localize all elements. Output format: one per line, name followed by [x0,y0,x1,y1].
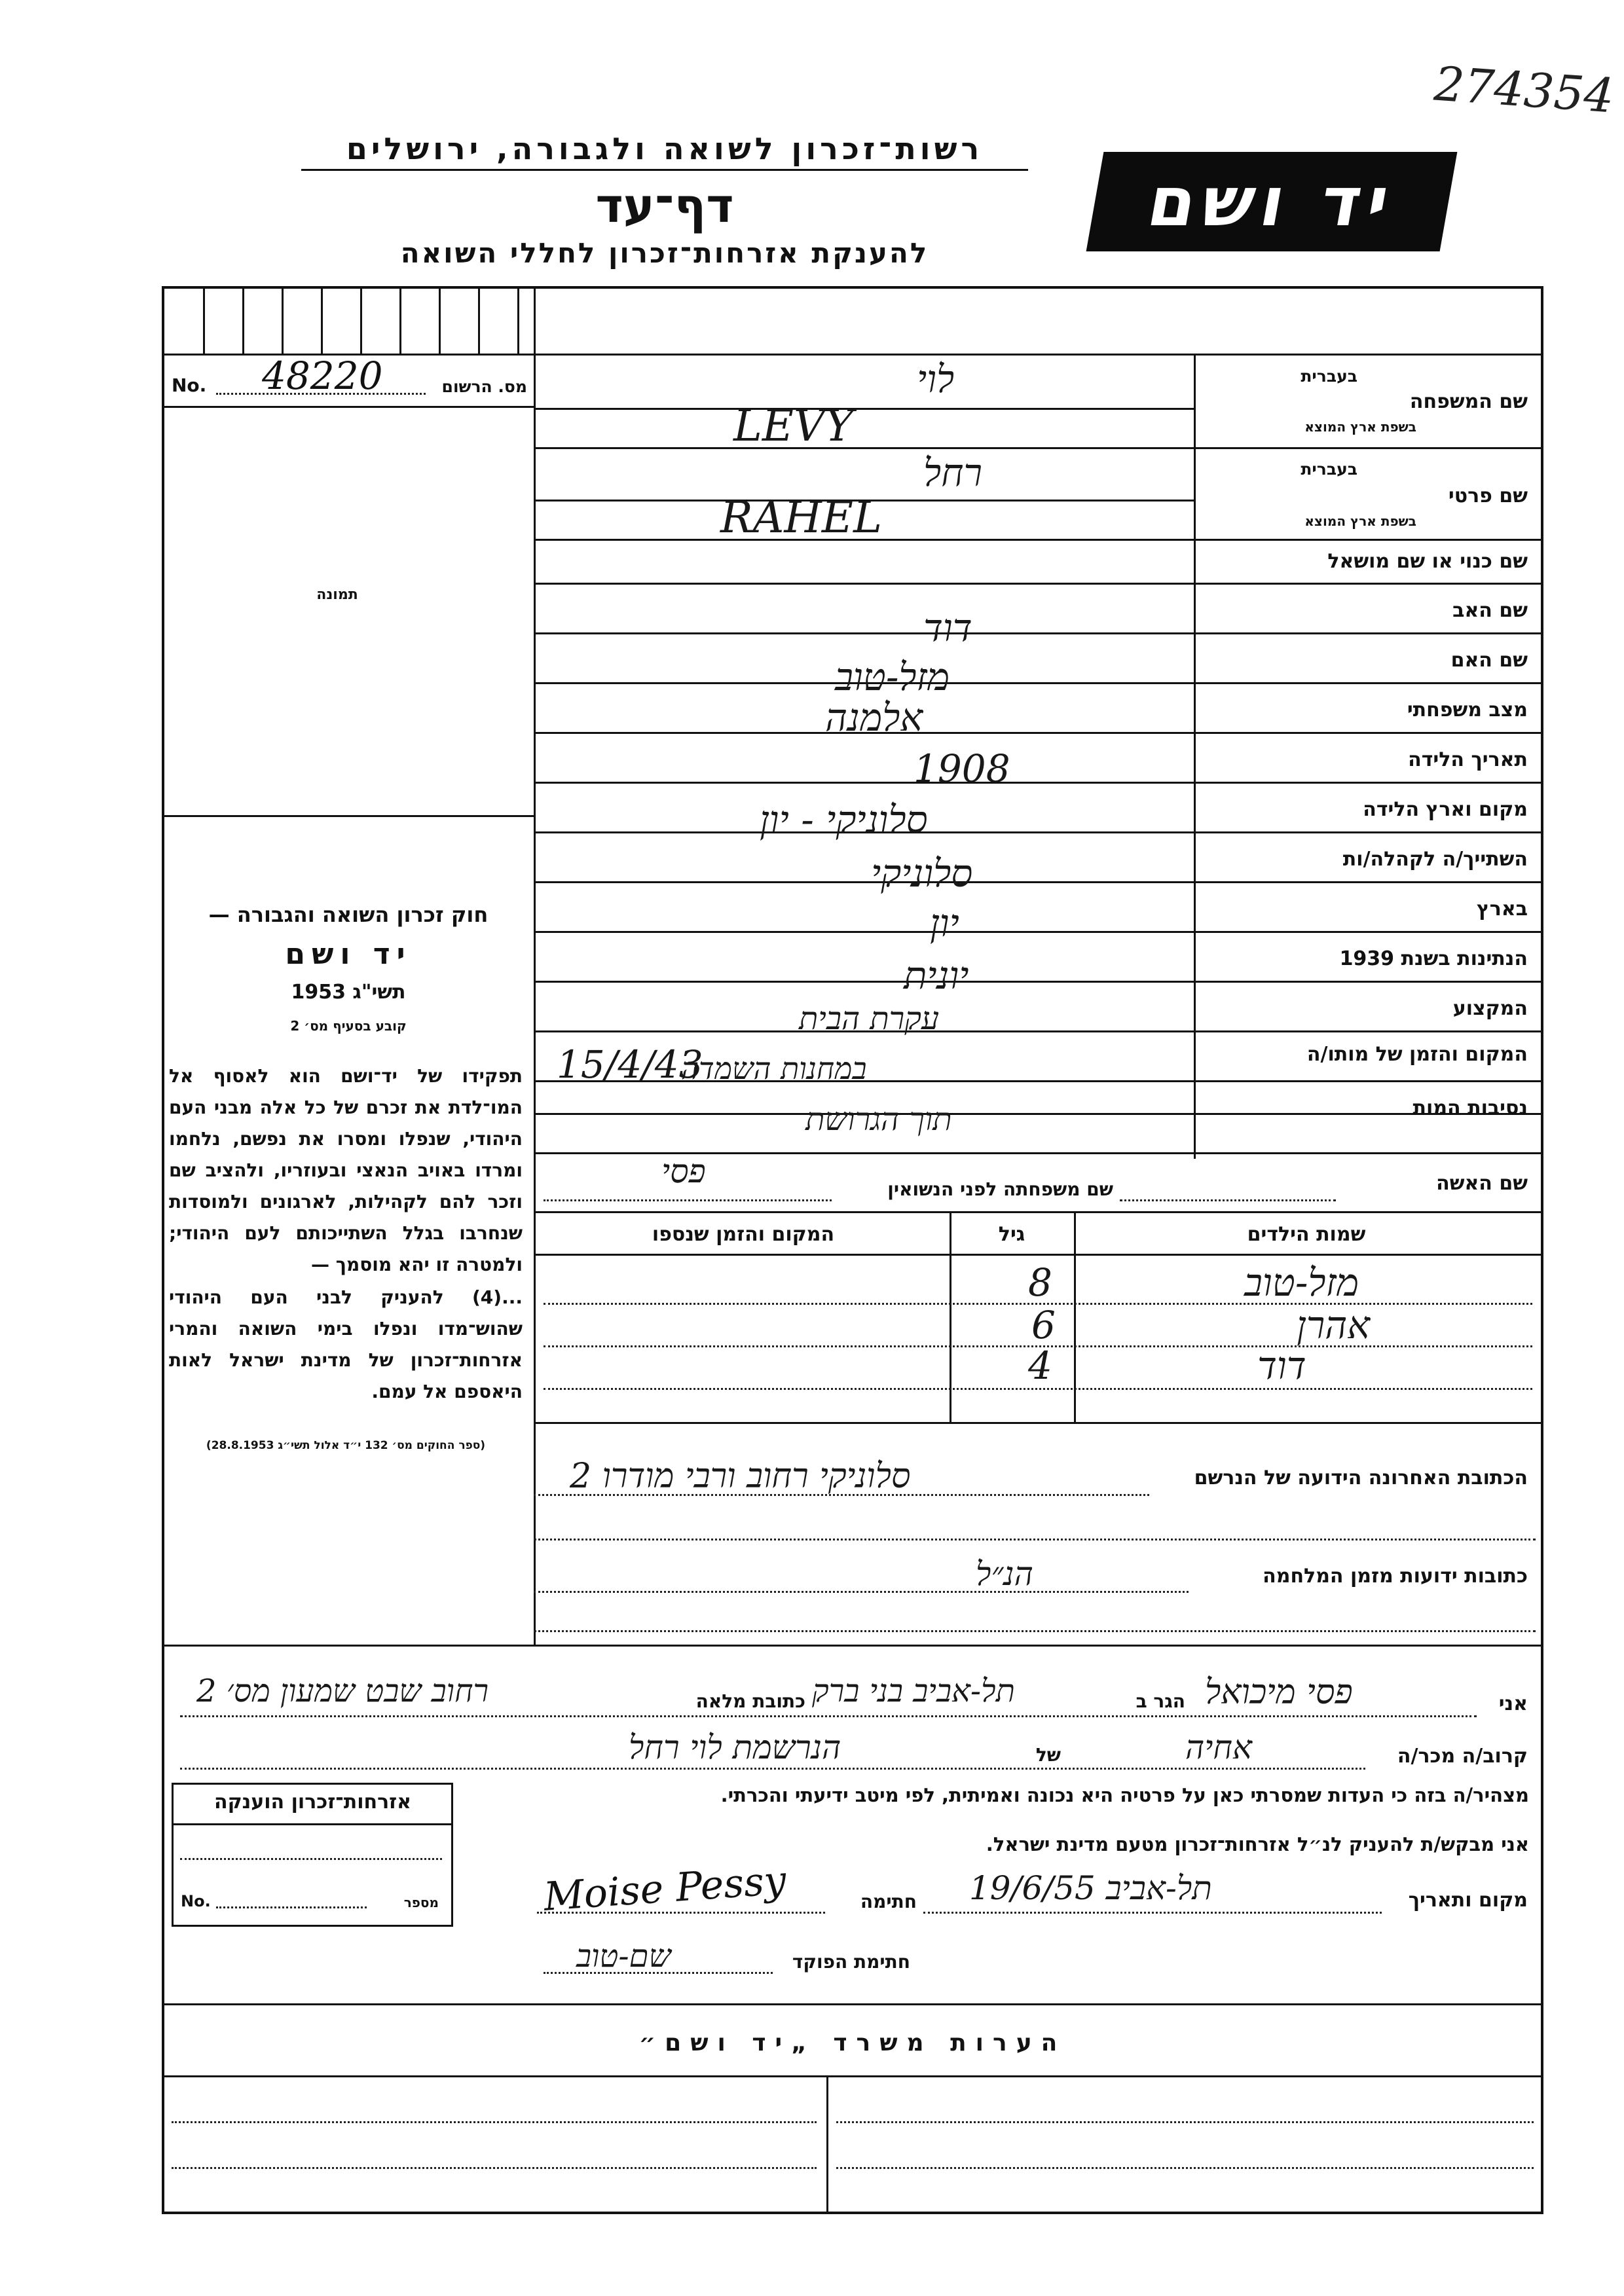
family-name-orig-value: LEVY [733,401,854,451]
last-address-value: סלוניקי רחוב ורבי מודרו 2 [570,1457,911,1496]
children-header-place: המקום והזמן שנספו [652,1223,835,1246]
declarant-name: פסי מיכואל [1205,1673,1353,1712]
profession-value: עקרת הבית [799,1000,940,1037]
authority-underline [301,169,1028,171]
of-label: של [1035,1744,1061,1766]
relation-value: אחיה [1185,1728,1253,1766]
birth-date-value: 1908 [913,746,1010,791]
address-line [534,1591,1189,1593]
birth-date-label: תאריך הלידה [1408,748,1528,771]
birth-place-label: מקום וארץ הלידה [1363,798,1528,821]
family-name-he-value: לוי [917,357,955,401]
strip-box-line [360,286,362,354]
family-name-orig-sublabel: בשפת ארץ המוצא [1304,419,1416,435]
officer-label: חתימת הפוקד [792,1951,910,1973]
death-place-value: במחנות השמדה [681,1051,867,1086]
office-notes-title: הערות משרד „יד ושם״ [638,2030,1067,2056]
place-date-value: תל-אביב 19/6/55 [969,1869,1212,1907]
notes-line [836,2121,1534,2123]
row-line [534,981,1543,983]
certificate-no-label: No. [181,1892,211,1910]
top-strip-split [534,286,536,1645]
strip-box-line [321,286,323,354]
registration-divider [162,406,534,408]
spouse-divider [534,1211,1543,1213]
registration-number: 48220 [262,354,383,398]
yad-vashem-logo [1086,152,1458,251]
strip-box-line [439,286,441,354]
strip-box-line [478,286,480,354]
child-name: מזל-טוב [1244,1260,1359,1305]
child-age: 6 [1031,1303,1056,1347]
strip-box-line [282,286,284,354]
row-line [534,831,1543,833]
marital-value: אלמנה [825,695,923,740]
certificate-number-label: מספר [403,1895,439,1910]
notes-line [172,2167,817,2169]
row-line [534,583,1543,585]
death-circumstances-label: נסיבות המות [1412,1097,1528,1120]
row-line [534,1030,1543,1032]
spouse-value: פסי [661,1152,706,1190]
notes-line [836,2167,1534,2169]
strip-box-line [242,286,244,354]
children-col-split [1074,1211,1076,1422]
citizenship-label: הנתינות בשנת 1939 [1339,947,1528,970]
children-header-names: שמות הילדים [1247,1223,1366,1246]
first-name-orig-sublabel: בשפת ארץ המוצא [1304,513,1416,529]
declarant-city: תל-אביב בני ברק [812,1673,1015,1709]
of-value: הנרשמת לוי רחל [629,1728,841,1766]
relation-line [180,1768,1365,1770]
first-name-orig-value: RAHEL [720,492,882,543]
child-age: 8 [1028,1260,1052,1305]
row-line [534,447,1543,449]
strip-box-line [517,286,519,354]
children-header-divider [534,1254,1543,1256]
certificate-title-underline [172,1823,453,1825]
place-date-label: מקום ותאריך [1408,1889,1528,1912]
father-value: דוד [923,606,972,650]
country-label: בארץ [1476,898,1528,920]
label-column-split [1194,354,1196,1159]
first-name-label: שם פרטי [1448,484,1528,507]
office-notes-split [826,2075,828,2214]
relation-label: קרוב/ה מכר/ה [1397,1745,1528,1768]
row-line [534,539,1543,541]
address-line [534,1494,1149,1496]
certificate-title: אזרחות־זכרון הוענקה [213,1791,412,1813]
officer-signature: שם-טוב [576,1938,671,1975]
first-name-he-value: רחל [923,450,982,495]
law-clause4: ...(4) להעניק לבני העם היהודי שהוש־מדו ונפלו בימי השואה והמרי אזרחות־זכרון של מדינת ישראל לאות היאספם אל עמם. [169,1286,523,1402]
declarant-line [180,1715,1477,1717]
row-line [534,682,1543,684]
certificate-line [180,1858,442,1860]
row-line [534,782,1543,784]
strip-box-line [399,286,401,354]
half-line [534,408,1194,410]
row-line [534,881,1543,883]
first-name-he-sublabel: בעברית [1301,460,1357,479]
profession-label: המקצוע [1452,997,1528,1020]
law-heading: חוק זכרון השואה והגבורה — [208,902,489,927]
children-row-line [544,1388,1532,1390]
certificate-number-line [216,1906,367,1908]
address-label: כתובת מלאה [695,1690,805,1712]
logo-text: יד ושם [1141,162,1402,242]
spouse-label: שם האשה [1436,1172,1528,1195]
form-subtitle: להענקת אזרחות־זכרון לחללי השואה [400,237,929,269]
law-name: יד ושם [285,938,412,971]
spouse-dots [1120,1199,1336,1201]
mother-value: מזל-טוב [835,655,950,699]
declaration-request: אני מבקש/ת להעניק לנ״ל אזרחות־זכרון מטעם מדינת ישראל. [986,1833,1529,1855]
community-label: השתייך/ה לקהלה/ות [1342,848,1528,871]
row-line [534,732,1543,734]
law-clause: קובע בסעיף מס׳ 2 [290,1018,407,1034]
mother-label: שם האם [1450,649,1528,672]
spouse-maiden-label: שם משפחתה לפני הנשואין [887,1178,1113,1200]
child-name: דוד [1257,1343,1306,1388]
death-date-value: 15/4/43 [557,1042,703,1087]
photo-label: תמונה [316,587,358,603]
place-date-line [923,1912,1382,1914]
war-addresses-label: כתובות ידועות מזמן המלחמה [1263,1565,1528,1588]
address-line [534,1539,1536,1540]
strip-box-line [203,286,205,354]
family-name-label: שם המשפחה [1409,390,1528,413]
child-name: אהרן [1297,1303,1371,1347]
marital-label: מצב משפחתי [1407,699,1528,721]
children-header-age: גיל [998,1223,1025,1246]
authority-heading: רשות־זכרון לשואה ולגבורה, ירושלים [346,131,984,166]
declarant-i-label: אני [1498,1692,1528,1715]
spouse-maiden-dots [544,1199,832,1201]
office-notes-header-line [162,2075,1543,2077]
office-notes-divider [162,2003,1543,2005]
address-line [534,1630,1536,1632]
community-value: סלוניקי [871,851,973,896]
registration-he-label: מס. הרשום [441,377,527,396]
row-line [534,632,1543,634]
children-col-split [950,1211,951,1422]
signature-label: חתימה [860,1891,917,1912]
registration-en-label: No. [172,374,207,396]
form-title: דף־עד [595,178,734,233]
resides-label: הגר ב [1135,1690,1185,1712]
last-address-label: הכתובת האחרונה הידועה של הנרשם [1194,1467,1528,1489]
family-name-he-sublabel: בעברית [1301,367,1357,386]
children-bottom [534,1422,1543,1424]
citizenship-value: יונית [904,953,969,998]
birth-place-value: סלוניקי - יון [760,797,928,842]
declaration-statement: מצהיר/ה בזה כי העדות שמסרתי כאן על פרטיה היא נכונה ואמיתית, לפי מיטב ידיעתי והכרתי. [720,1784,1529,1806]
declarant-address: רחוב שבט שמעון מס׳ 2 [196,1673,489,1709]
death-place-label: המקום והזמן של מותו/ה [1306,1043,1528,1066]
section-divider [162,1645,1543,1647]
law-year: תשי"ג 1953 [291,981,406,1004]
father-label: שם האב [1452,599,1528,622]
row-line [534,931,1543,933]
declarant-signature: Moise Pessy [542,1857,788,1920]
law-body: תפקידו של יד־ושם הוא לאסוף אל המו־לדת את זכרם של כל אלה מבני העם היהודי, שנפלו ומסרו את נפשם, נלחמו ומרדו באויב הנאצי ובעוזריו, ולהציב שם וזכר להם לקהילות, לארגונים ולמוסדות שנחרבו בגלל השתייכותם לעם היהודי; ולמטרה זו יהא מוסמך — [169,1065,523,1275]
photo-divider [162,815,534,817]
child-age: 4 [1028,1343,1052,1388]
law-citation: (ספר החוקים מס׳ 132 י״ד אלול תשי״ג 28.8.1953) [206,1439,486,1452]
archive-number: 274354 [1432,56,1616,124]
country-value: יון [930,901,959,945]
war-addresses-value: הנ״ל [976,1555,1033,1593]
nickname-label: שם כנוי או שם מושאל [1327,550,1528,573]
death-circumstances-value: תוך הגרושת [805,1101,952,1138]
notes-line [172,2121,817,2123]
